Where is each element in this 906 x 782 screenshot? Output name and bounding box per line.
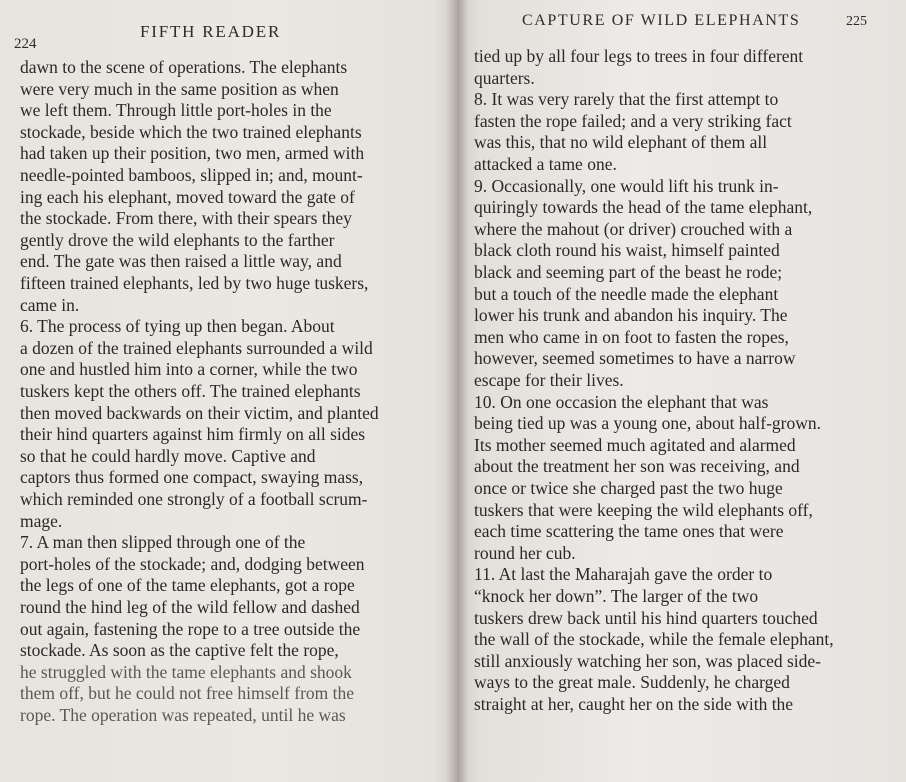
text-line: however, seemed sometimes to have a narrow bbox=[474, 348, 796, 369]
running-head: FIFTH READER bbox=[140, 22, 282, 41]
text-line: round the hind leg of the wild fellow and dashed bbox=[20, 597, 360, 617]
text-line: one and hustled him into a corner, while the two bbox=[20, 359, 358, 380]
text-line: each time scattering the tame ones that were bbox=[474, 521, 784, 542]
text-line: the wall of the stockade, while the female elephant, bbox=[474, 629, 834, 650]
running-head: CAPTURE OF WILD ELEPHANTS bbox=[522, 12, 801, 29]
text-line: them off, but he could not free himself from the bbox=[20, 683, 355, 704]
text-line: 8. It was very rarely that the first attempt to bbox=[474, 89, 779, 110]
text-line: dawn to the scene of operations. The elephants bbox=[20, 57, 348, 77]
text-line: attacked a tame one. bbox=[474, 154, 617, 174]
text-line: needle-pointed bamboos, slipped in; and, mount- bbox=[20, 165, 363, 185]
text-line: was this, that no wild elephant of them all bbox=[474, 132, 768, 153]
text-line: fifteen trained elephants, led by two huge tuskers, bbox=[20, 273, 369, 293]
text-line: but a touch of the needle made the elephant bbox=[474, 283, 779, 304]
page-number: 225 bbox=[846, 14, 867, 29]
text-line: then moved backwards on their victim, and planted bbox=[20, 402, 379, 423]
text-line: he struggled with the tame elephants and shook bbox=[20, 661, 352, 682]
text-line: had taken up their position, two men, armed with bbox=[20, 143, 365, 164]
page-number: 224 bbox=[14, 36, 37, 52]
text-line: tuskers drew back until his hind quarters touched bbox=[474, 607, 818, 628]
text-line: gently drove the wild elephants to the farther bbox=[20, 229, 335, 250]
text-line: Its mother seemed much agitated and alarmed bbox=[474, 434, 796, 455]
text-line: fasten the rope failed; and a very striking fact bbox=[474, 110, 792, 131]
text-line: mage. bbox=[20, 510, 63, 531]
text-line: captors thus formed one compact, swaying mass, bbox=[20, 467, 364, 488]
text-line: where the mahout (or driver) crouched with a bbox=[474, 218, 793, 239]
text-line: the stockade. From there, with their spears they bbox=[20, 208, 352, 229]
text-line: we left them. Through little port-holes in the bbox=[20, 100, 332, 121]
text-line: ing each his elephant, moved toward the gate of bbox=[20, 186, 355, 207]
text-line: once or twice she charged past the two huge bbox=[474, 478, 783, 498]
text-line: black and seeming part of the beast he rode; bbox=[474, 262, 783, 282]
text-line: straight at her, caught her on the side with the bbox=[474, 694, 794, 714]
right-page bbox=[462, 0, 906, 782]
text-line: tuskers that were keeping the wild elephants off, bbox=[474, 499, 813, 520]
text-line: 10. On one occasion the elephant that was bbox=[474, 391, 769, 412]
text-line: tied up by all four legs to trees in four different bbox=[474, 46, 804, 66]
text-line: stockade, beside which the two trained elephants bbox=[20, 121, 362, 142]
text-line: so that he could hardly move. Captive and bbox=[20, 445, 316, 466]
text-line: 9. Occasionally, one would lift his trunk in- bbox=[474, 175, 779, 196]
text-line: escape for their lives. bbox=[474, 370, 624, 390]
text-line: lower his trunk and abandon his inquiry. The bbox=[474, 305, 788, 326]
text-line: 11. At last the Maharajah gave the order to bbox=[474, 564, 773, 585]
text-line: stockade. As soon as the captive felt the rope, bbox=[20, 640, 339, 661]
text-line: ways to the great male. Suddenly, he charged bbox=[474, 672, 790, 693]
text-line: their hind quarters against him firmly on all sides bbox=[20, 424, 366, 445]
text-line: quiringly towards the head of the tame elephant, bbox=[474, 197, 813, 218]
text-line: 6. The process of tying up then began. About bbox=[20, 316, 335, 337]
text-line: round her cub. bbox=[474, 542, 576, 563]
text-line: 7. A man then slipped through one of the bbox=[20, 532, 306, 553]
text-line: “knock her down”. The larger of the two bbox=[474, 586, 759, 606]
text-line: quarters. bbox=[474, 67, 535, 88]
text-line: the legs of one of the tame elephants, got a rope bbox=[20, 575, 355, 596]
text-line: end. The gate was then raised a little way, and bbox=[20, 251, 342, 272]
text-line: port-holes of the stockade; and, dodging between bbox=[20, 553, 365, 574]
text-line: came in. bbox=[20, 294, 80, 315]
text-line: a dozen of the trained elephants surrounded a wild bbox=[20, 337, 373, 358]
text-line: rope. The operation was repeated, until he was bbox=[20, 705, 346, 725]
text-line: still anxiously watching her son, was placed side- bbox=[474, 650, 822, 671]
text-line: men who came in on foot to fasten the ropes, bbox=[474, 326, 789, 347]
text-line: being tied up was a young one, about half-grown. bbox=[474, 413, 822, 434]
text-line: out again, fastening the rope to a tree outside the bbox=[20, 618, 361, 639]
text-line: about the treatment her son was receiving, and bbox=[474, 456, 800, 477]
text-line: were very much in the same position as when bbox=[20, 78, 339, 99]
text-line: tuskers kept the others off. The trained elephants bbox=[20, 381, 361, 401]
text-line: black cloth round his waist, himself painted bbox=[474, 240, 780, 261]
text-line: which reminded one strongly of a football scrum- bbox=[20, 489, 368, 509]
